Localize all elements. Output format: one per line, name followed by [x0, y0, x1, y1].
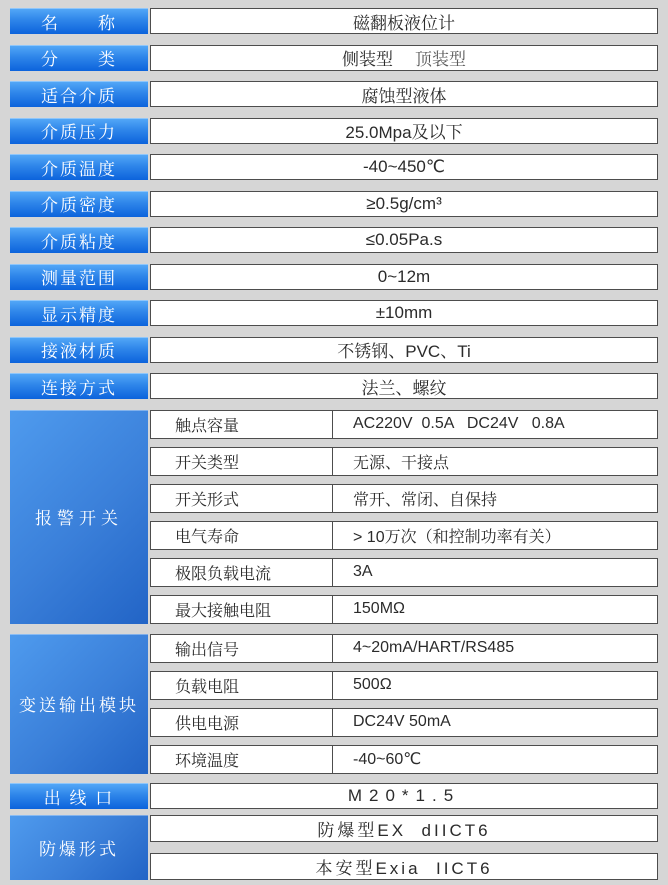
row-medium-viscosity	[10, 227, 658, 253]
subrow-contact-capacity	[150, 410, 658, 440]
row-wetted-material	[10, 337, 658, 363]
subrow-output-signal-value: 4~20mA/HART/RS485	[353, 639, 515, 657]
subrow-power-supply	[150, 708, 658, 738]
row-connection-type-value: 法兰、螺纹	[150, 373, 658, 399]
subrow-switch-type-name: 开关类型	[151, 448, 333, 476]
subrow-explosion-proof-ex-value: 防爆型EX dIICT6	[317, 820, 491, 840]
subrow-limit-load-current-name: 极限负载电流	[151, 559, 333, 587]
subrow-load-resistance	[150, 671, 658, 701]
row-suitable-medium-label: 适合介质	[10, 81, 148, 107]
row-medium-density-label: 介质密度	[10, 191, 148, 217]
subrow-limit-load-current	[150, 558, 658, 588]
subrow-intrinsically-safe-exia-value: 本安型Exia IICT6	[315, 858, 493, 878]
row-wetted-material-value: 不锈钢、PVC、Ti	[150, 337, 658, 363]
subrow-power-supply-value: DC24V 50mA	[353, 713, 451, 731]
explosion-proof-label: 防爆形式	[10, 815, 148, 880]
row-medium-pressure-value: 25.0Mpa及以下	[150, 118, 658, 144]
alarm-switch-label: 报警开关	[10, 410, 148, 625]
subrow-switch-form-name: 开关形式	[151, 485, 333, 513]
transmitter-section	[10, 634, 658, 775]
row-display-accuracy-value: ±10mm	[150, 300, 658, 326]
row-connection-type-label: 连接方式	[10, 373, 148, 399]
subrow-contact-capacity-name: 触点容量	[151, 411, 333, 439]
row-cable-outlet-value: M20*1.5	[150, 783, 658, 809]
subrow-load-resistance-name: 负载电阻	[151, 672, 333, 700]
subrow-electrical-life	[150, 521, 658, 551]
subrow-max-contact-resistance	[150, 595, 658, 625]
subrow-max-contact-resistance-name: 最大接触电阻	[151, 596, 333, 624]
category-side-mounted: 侧装型	[342, 50, 393, 69]
subrow-ambient-temperature	[150, 745, 658, 775]
subrow-limit-load-current-value: 3A	[353, 563, 373, 581]
row-medium-viscosity-label: 介质粘度	[10, 227, 148, 253]
row-category-label: 分 类	[10, 45, 148, 71]
subrow-explosion-proof-ex	[150, 815, 658, 842]
subrow-contact-capacity-value: AC220V 0.5A DC24V 0.8A	[353, 415, 565, 433]
row-connection-type	[10, 373, 658, 399]
row-name-label: 名 称	[10, 8, 148, 34]
row-suitable-medium-value: 腐蚀型液体	[150, 81, 658, 107]
subrow-power-supply-name: 供电电源	[151, 709, 333, 737]
row-category	[10, 45, 658, 71]
transmitter-label: 变送输出模块	[10, 634, 148, 775]
alarm-switch-subrows	[150, 410, 658, 625]
row-medium-temperature	[10, 154, 658, 180]
row-display-accuracy-label: 显示精度	[10, 300, 148, 326]
subrow-ambient-temperature-value: -40~60℃	[353, 751, 422, 769]
subrow-load-resistance-value: 500Ω	[353, 676, 392, 694]
subrow-output-signal	[150, 634, 658, 664]
row-medium-density	[10, 191, 658, 217]
row-medium-viscosity-value: ≤0.05Pa.s	[150, 227, 658, 253]
row-wetted-material-label: 接液材质	[10, 337, 148, 363]
row-medium-pressure-label: 介质压力	[10, 118, 148, 144]
row-medium-pressure	[10, 118, 658, 144]
subrow-max-contact-resistance-value: 150MΩ	[353, 600, 405, 618]
subrow-switch-type-value: 无源、干接点	[353, 454, 450, 472]
subrow-switch-type	[150, 447, 658, 477]
row-medium-temperature-value: -40~450℃	[150, 154, 658, 180]
row-cable-outlet	[10, 783, 658, 809]
subrow-electrical-life-name: 电气寿命	[151, 522, 333, 550]
row-name-value: 磁翻板液位计	[150, 8, 658, 34]
row-measuring-range	[10, 264, 658, 290]
subrow-switch-form-value: 常开、常闭、自保持	[353, 491, 498, 509]
subrow-electrical-life-value: > 10万次（和控制功率有关）	[353, 528, 561, 546]
row-suitable-medium	[10, 81, 658, 107]
row-measuring-range-value: 0~12m	[150, 264, 658, 290]
row-medium-temperature-label: 介质温度	[10, 154, 148, 180]
row-category-value	[150, 45, 658, 71]
subrow-intrinsically-safe-exia	[150, 853, 658, 880]
row-medium-density-value: ≥0.5g/cm³	[150, 191, 658, 217]
row-name	[10, 8, 658, 34]
row-cable-outlet-label: 出 线 口	[10, 783, 148, 809]
subrow-ambient-temperature-name: 环境温度	[151, 746, 333, 774]
explosion-proof-section	[10, 815, 658, 880]
alarm-switch-section	[10, 410, 658, 625]
transmitter-subrows	[150, 634, 658, 775]
row-measuring-range-label: 测量范围	[10, 264, 148, 290]
subrow-output-signal-name: 输出信号	[151, 635, 333, 663]
explosion-proof-subrows	[150, 815, 658, 880]
category-top-mounted: 顶装型	[415, 50, 466, 69]
subrow-switch-form	[150, 484, 658, 514]
row-display-accuracy	[10, 300, 658, 326]
